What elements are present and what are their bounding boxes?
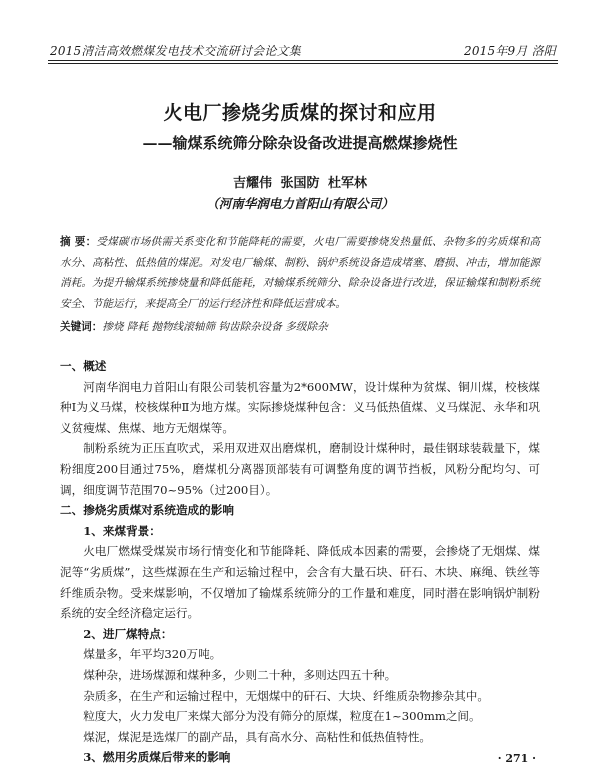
list-item: 煤种杂，进场煤源和煤种多，少则二十种，多则达四五十种。 <box>83 667 397 682</box>
paper-authors: 吉耀伟 张国防 杜军林 <box>232 176 368 191</box>
keywords-label: 关键词： <box>60 321 103 333</box>
paper-body <box>60 356 540 768</box>
header-date-place: 2015年9月 洛阳 <box>464 44 556 58</box>
paper-affiliation: （河南华润电力首阳山有限公司） <box>206 196 394 211</box>
section-heading-overview: 一、概述 <box>60 359 107 373</box>
abstract <box>60 232 540 314</box>
subsection-heading-coal-features: 2、进厂煤特点： <box>83 626 173 641</box>
subsection-heading-effects: 3、燃用劣质煤后带来的影响 <box>83 750 231 765</box>
subsection-heading-background: 1、来煤背景： <box>83 523 161 538</box>
paper-subtitle: ——输煤系统筛分除杂设备改进提高燃煤掺烧性 <box>142 134 458 152</box>
running-header <box>50 42 556 59</box>
paragraph: 河南华润电力首阳山有限公司装机容量为2*600MW，设计煤种为贫煤、铜川煤，校核煤种Ⅰ为义马煤，校核煤种Ⅱ为地方煤。实际掺烧煤种包含：义马低热值煤、义马煤泥、永华和巩义贫瘦煤、焦煤、地方无烟煤等。 <box>60 379 540 435</box>
abstract-text: 受煤碳市场供需关系变化和节能降耗的需要，火电厂需要掺烧发热量低、杂物多的劣质煤和高水分、高粘性、低热值的煤泥。对发电厂输煤、制粉、锅炉系统设备造成堵塞、磨损、冲击，增加能源消耗。为提升输煤系统掺烧量和降低能耗，对输煤系统筛分、除杂设备进行改进，保证输煤和制粉系统安全、节能运行，来提高全厂的运行经济性和降低运营成本。 <box>60 236 540 310</box>
abstract-label: 摘 要： <box>60 236 97 248</box>
paragraph: 制粉系统为正压直吹式，采用双进双出磨煤机，磨制设计煤种时，最佳钢球装载量下，煤粉细度200目通过75%，磨煤机分离器顶部装有可调整角度的调节挡板，风粉分配均匀、可调，细度调节范围70~95%（过200目）。 <box>60 441 540 497</box>
section-heading-impact: 二、掺烧劣质煤对系统造成的影响 <box>60 503 234 518</box>
header-rule <box>48 60 558 64</box>
list-item: 煤量多，年平均320万吨。 <box>83 647 222 662</box>
paper-title: 火电厂掺烧劣质煤的探讨和应用 <box>163 102 437 124</box>
list-item: 粒度大，火力发电厂来煤大部分为没有筛分的原煤，粒度在1~300mm之间。 <box>83 709 481 724</box>
list-item: 杂质多，在生产和运输过程中，无烟煤中的矸石、大块、纤维质杂物掺杂其中。 <box>83 688 489 703</box>
keywords-text: 掺烧 降耗 抛物线滚轴筛 钩齿除杂设备 多级除杂 <box>102 321 328 333</box>
keywords <box>60 317 540 337</box>
paragraph: 火电厂燃煤受煤炭市场行情变化和节能降耗、降低成本因素的需要，会掺烧了无烟煤、煤泥等“劣质煤”，这些煤源在生产和运输过程中，会含有大量石块、矸石、木块、麻绳、铁丝等纤维质杂物。受来煤影响，不仅增加了输煤系统筛分的工作量和难度，同时潜在影响锅炉制粉系统的安全经济稳定运行。 <box>60 544 540 621</box>
list-item: 煤泥，煤泥是选煤厂的副产品，具有高水分、高粘性和低热值特性。 <box>83 729 432 744</box>
header-proceedings-title: 2015清洁高效燃煤发电技术交流研讨会论文集 <box>50 44 301 58</box>
page-number: · 271 · <box>497 752 536 765</box>
